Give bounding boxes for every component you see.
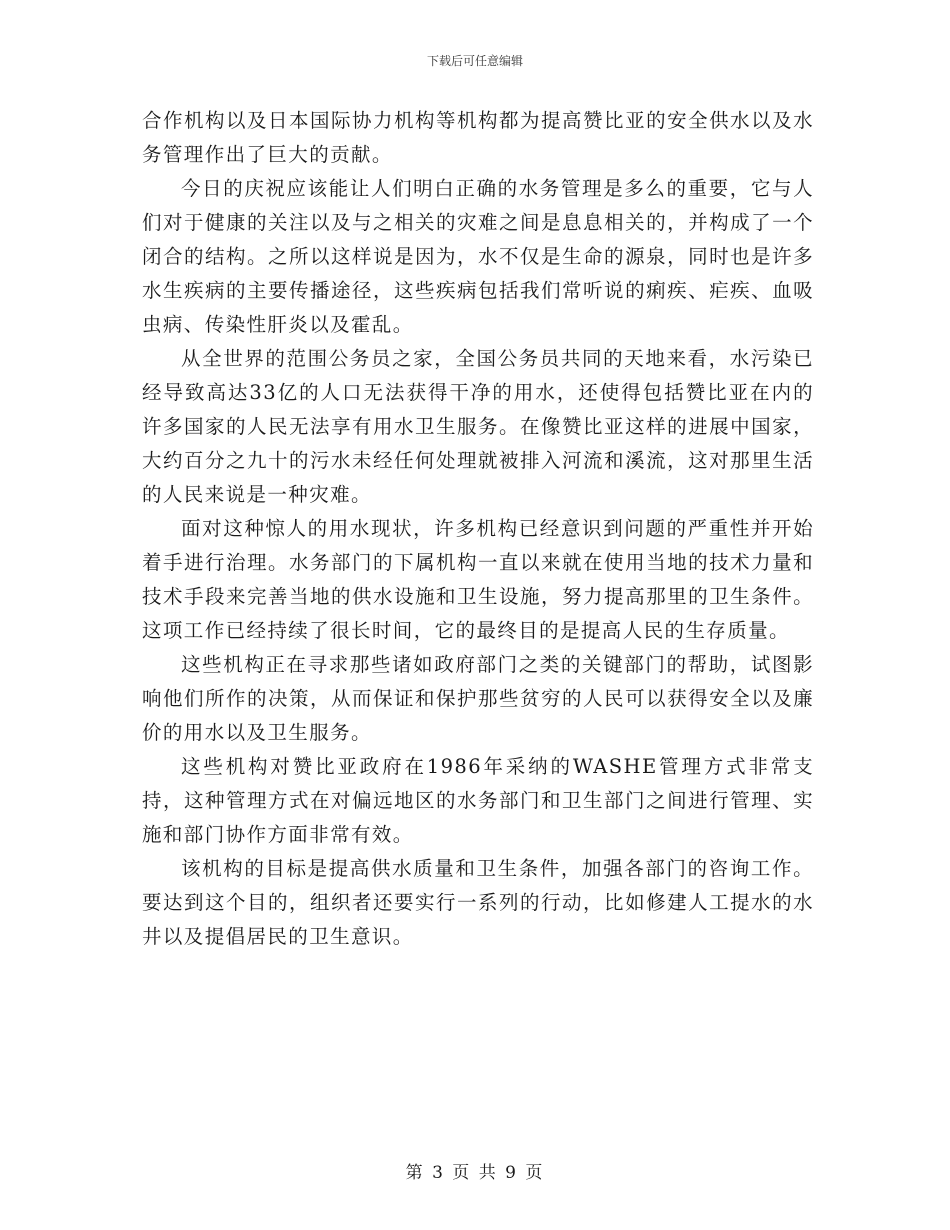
page-number-footer: 第 3 页 共 9 页 bbox=[405, 1163, 545, 1183]
paragraph: 该机构的目标是提高供水质量和卫生条件，加强各部门的咨询工作。要达到这个目的，组织者还要实行一系列的行动，比如修建人工提水的水井以及提倡居民的卫生意识。 bbox=[142, 857, 814, 948]
paragraph: 这些机构正在寻求那些诸如政府部门之类的关键部门的帮助，试图影响他们所作的决策，从而保证和保护那些贫穷的人民可以获得安全以及廉价的用水以及卫生服务。 bbox=[142, 653, 814, 744]
paragraph: 今日的庆祝应该能让人们明白正确的水务管理是多么的重要，它与人们对于健康的关注以及与之相关的灾难之间是息息相关的，并构成了一个闭合的结构。之所以这样说是因为，水不仅是生命的源泉，同时也是许多水生疾病的主要传播途径，这些疾病包括我们常听说的痢疾、疟疾、血吸虫病、传染性肝炎以及霍乱。 bbox=[142, 177, 814, 336]
page-header-note: 下载后可任意编辑 bbox=[426, 54, 523, 68]
paragraph: 合作机构以及日本国际协力机构等机构都为提高赞比亚的安全供水以及水务管理作出了巨大的贡献。 bbox=[142, 109, 814, 166]
paragraph: 这些机构对赞比亚政府在1986年采纳的WASHE管理方式非常支持，这种管理方式在对偏远地区的水务部门和卫生部门之间进行管理、实施和部门协作方面非常有效。 bbox=[142, 755, 814, 846]
paragraph: 从全世界的范围公务员之家，全国公务员共同的天地来看，水污染已经导致高达33亿的人口无法获得干净的用水，还使得包括赞比亚在内的许多国家的人民无法享有用水卫生服务。在像赞比亚这样的进展中国家，大约百分之九十的污水未经任何处理就被排入河流和溪流，这对那里生活的人民来说是一种灾难。 bbox=[142, 347, 814, 506]
document-body bbox=[142, 104, 814, 954]
paragraph: 面对这种惊人的用水现状，许多机构已经意识到问题的严重性并开始着手进行治理。水务部门的下属机构一直以来就在使用当地的技术力量和技术手段来完善当地的供水设施和卫生设施，努力提高那里的卫生条件。这项工作已经持续了很长时间，它的最终目的是提高人民的生存质量。 bbox=[142, 517, 814, 642]
